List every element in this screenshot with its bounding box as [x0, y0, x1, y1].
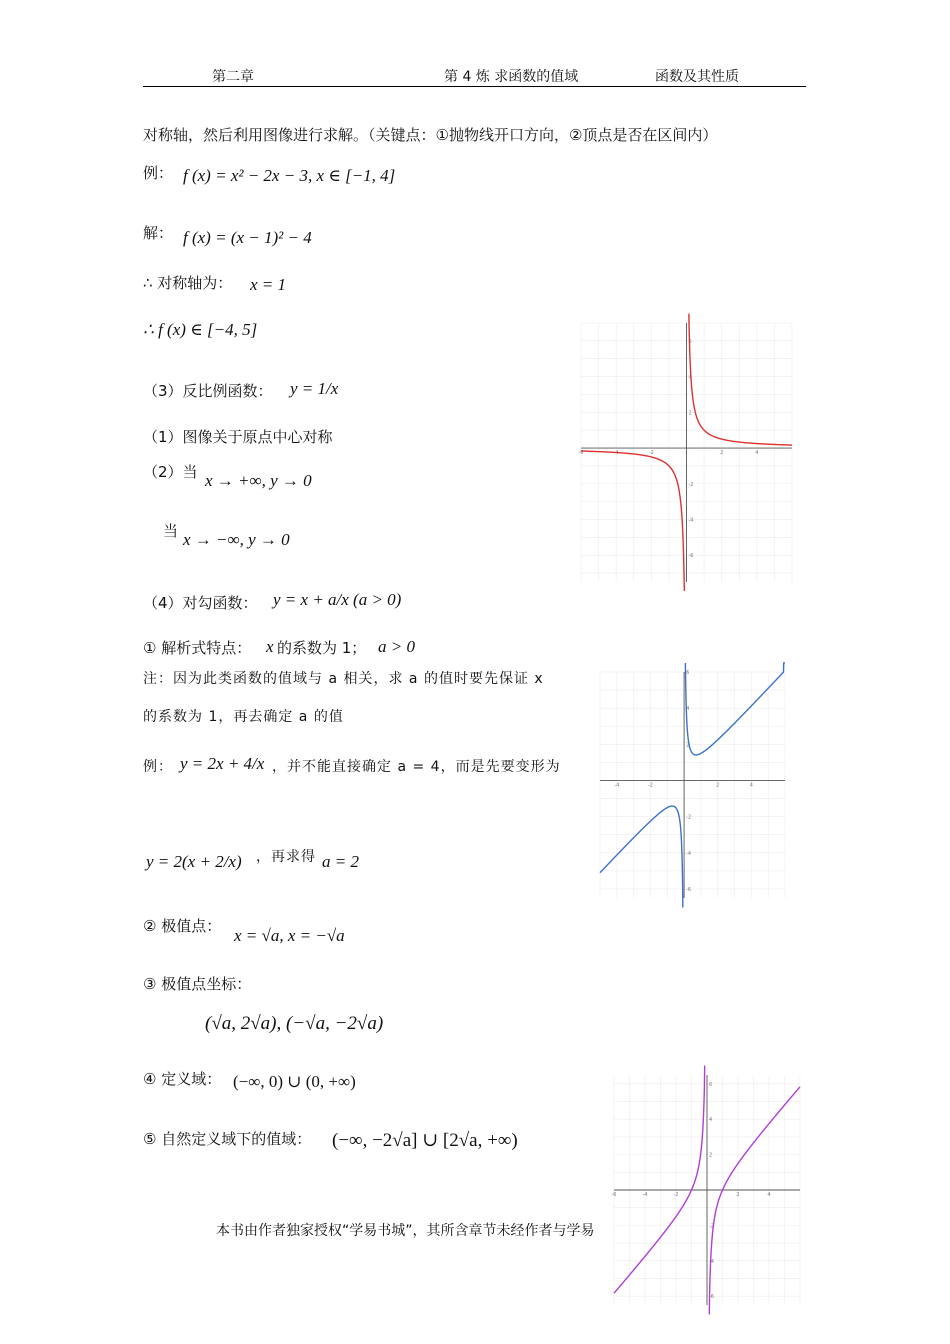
header-chapter: 第二章 — [212, 69, 254, 85]
extreme-formula: x = √a, x = −√a — [234, 926, 345, 945]
range-formula: (−∞, −2√a] ∪ [2√a, +∞) — [332, 1130, 518, 1151]
y-tick-label: 4 — [686, 706, 690, 713]
example2-label: 例： — [143, 759, 173, 775]
header-rule — [143, 86, 806, 87]
y-tick-label: 2 — [688, 410, 692, 417]
inverse-prop-3-formula: x → −∞, y → 0 — [183, 530, 290, 549]
y-tick-label: -6 — [709, 1294, 714, 1301]
y-tick-label: 4 — [709, 1117, 713, 1124]
x-tick-label: -4 — [613, 450, 619, 457]
y-tick-label: -6 — [688, 553, 694, 560]
feature-a: a > 0 — [378, 637, 415, 656]
y-tick-label: -4 — [686, 850, 692, 857]
note-line-1: 注：因为此类函数的值域与 a 相关，求 a 的值时要先保证 x — [143, 671, 544, 687]
x-tick-label: -6 — [611, 1192, 617, 1198]
y-tick-label: 2 — [686, 742, 690, 749]
x-tick-label: 4 — [749, 782, 753, 789]
y-tick-label: 4 — [688, 374, 692, 381]
graph-third-function — [611, 1075, 800, 1305]
graph-background — [600, 672, 785, 898]
axis-label: ∴ 对称轴为： — [143, 274, 233, 292]
y-tick-label: -2 — [686, 814, 692, 821]
example-label: 例： — [143, 164, 174, 182]
y-tick-label: -6 — [686, 886, 692, 893]
solution-formula: f (x) = (x − 1)² − 4 — [183, 228, 312, 247]
domain-label: ④ 定义域： — [143, 1070, 222, 1088]
y-tick-label: 6 — [688, 338, 692, 345]
feature-text: 的系数为 1； — [277, 639, 367, 657]
x-tick-label: 2 — [716, 782, 720, 789]
y-tick-label: -4 — [709, 1258, 714, 1265]
header-section: 第 4 炼 求函数的值域 — [444, 69, 579, 85]
x-tick-label: -6 — [578, 450, 584, 457]
coord-formula: (√a, 2√a), (−√a, −2√a) — [205, 1013, 384, 1034]
range-label: ⑤ 自然定义域下的值域： — [143, 1130, 312, 1148]
inverse-prop-3-label: 当 — [163, 522, 179, 540]
graph-inverse-function — [578, 323, 792, 582]
hook-label: （4）对勾函数： — [143, 594, 258, 612]
graph-hook-function — [600, 672, 785, 898]
x-tick-label: 2 — [736, 1192, 740, 1198]
y-tick-label: 6 — [686, 670, 690, 676]
example2-text: ，并不能直接确定 a = 4，而是先要变形为 — [272, 759, 561, 775]
range-result: ∴ f (x) ∈ [−4, 5] — [143, 320, 258, 339]
solution-label: 解： — [143, 224, 174, 242]
x-tick-label: 4 — [755, 450, 759, 457]
inverse-prop-1: （1）图像关于原点中心对称 — [143, 428, 333, 446]
feature-label: ① 解析式特点： — [143, 639, 252, 657]
domain-formula: (−∞, 0) ∪ (0, +∞) — [233, 1072, 356, 1091]
inverse-label: （3）反比例函数： — [143, 382, 273, 400]
inverse-formula: y = 1/x — [290, 379, 339, 398]
y-tick-label: -2 — [688, 481, 694, 488]
y-tick-label: 6 — [709, 1081, 713, 1088]
example2-formula: y = 2x + 4/x — [180, 754, 265, 773]
feature-x: x — [266, 637, 274, 656]
example2-result: a = 2 — [322, 852, 359, 871]
x-tick-label: 2 — [720, 450, 724, 457]
y-tick-label: -4 — [688, 517, 694, 524]
inverse-prop-2-formula: x → +∞, y → 0 — [205, 471, 312, 490]
axis-formula: x = 1 — [250, 275, 287, 294]
x-tick-label: -4 — [614, 782, 620, 789]
footer-text: 本书由作者独家授权“学易书城”，其所含章节未经作者与学易 — [216, 1223, 595, 1239]
x-tick-label: -2 — [647, 782, 653, 789]
x-tick-label: -2 — [673, 1192, 679, 1198]
y-tick-label: -2 — [709, 1223, 714, 1230]
x-tick-label: -4 — [642, 1192, 648, 1198]
header-topic: 函数及其性质 — [655, 69, 739, 85]
hook-formula: y = x + a/x (a > 0) — [273, 590, 402, 609]
coord-label: ③ 极值点坐标： — [143, 975, 252, 993]
x-tick-label: 4 — [767, 1192, 771, 1198]
example2-rewrite-text: ，再求得 — [256, 849, 316, 865]
example-formula: f (x) = x² − 2x − 3, x ∈ [−1, 4] — [183, 166, 396, 185]
example2-rewrite: y = 2(x + 2/x) — [146, 852, 242, 871]
extreme-label: ② 极值点： — [143, 917, 222, 935]
inverse-prop-2-label: （2）当 — [143, 463, 198, 481]
x-tick-label: -2 — [648, 450, 654, 457]
y-tick-label: 2 — [709, 1152, 713, 1159]
intro-line: 对称轴，然后利用图像进行求解。（关键点：①抛物线开口方向，②顶点是否在区间内） — [143, 126, 718, 144]
note-line-2: 的系数为 1，再去确定 a 的值 — [143, 709, 344, 725]
